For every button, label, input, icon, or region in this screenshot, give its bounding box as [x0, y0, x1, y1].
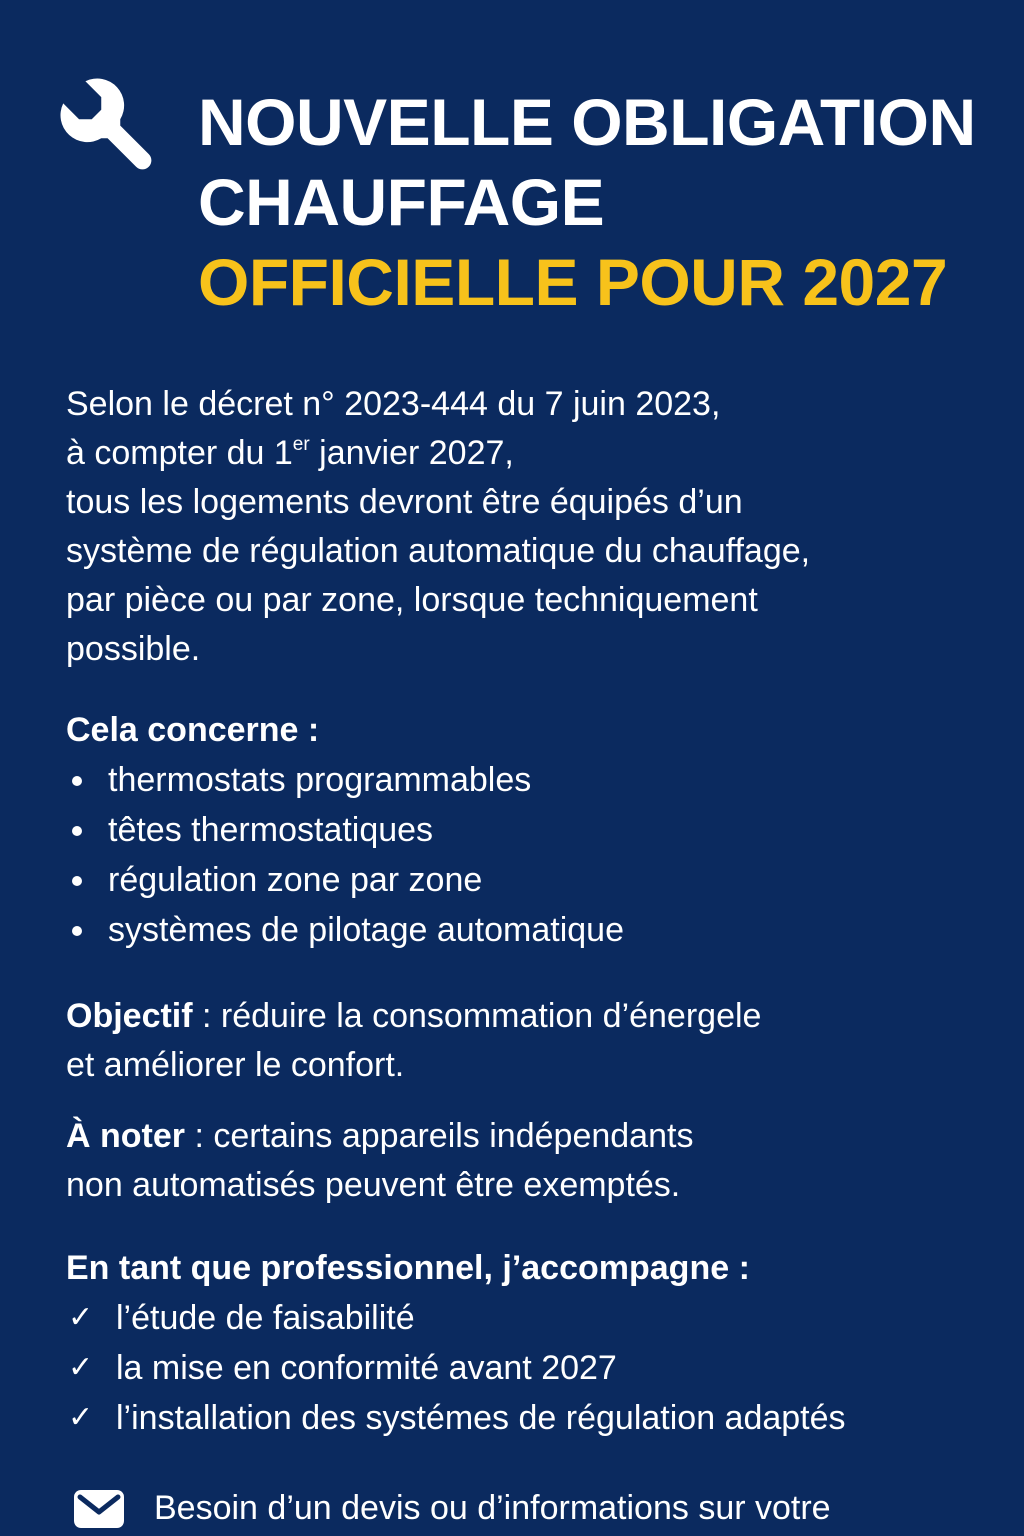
objectif-line-2: et améliorer le confort.: [66, 1046, 405, 1084]
intro-line-4: système de régulation automatique du chauffage,: [66, 532, 811, 570]
list-item-label: la mise en conformité avant 2027: [116, 1349, 617, 1387]
objectif-text: : réduire la consommation d’énergele: [192, 997, 762, 1035]
list-item: [66, 1343, 1006, 1393]
bullet-icon: [72, 776, 82, 786]
list-item: [66, 755, 1006, 805]
note-line-2: non automatisés peuvent être exemptés.: [66, 1166, 681, 1204]
bullet-icon: [72, 876, 82, 886]
contact-text: Besoin d’un devis ou d’informations sur votre: [154, 1489, 831, 1527]
intro-line-6: possible.: [66, 630, 201, 668]
note-label: À noter: [66, 1117, 185, 1155]
objectif-section: [66, 992, 1006, 1090]
intro-line-2-sup: er: [292, 434, 310, 455]
intro-line-1: Selon le décret n° 2023-444 du 7 juin 2023,: [66, 385, 721, 423]
intro-line-2-after: janvier 2027,: [309, 434, 514, 472]
note-section: [66, 1112, 1006, 1210]
wrench-icon: [50, 68, 162, 180]
list-item: [66, 1393, 1006, 1443]
check-icon: ✓: [68, 1301, 94, 1334]
check-icon: ✓: [68, 1401, 94, 1434]
list-item: [66, 805, 1006, 855]
intro-paragraph: [66, 380, 1006, 674]
title-line-1: NOUVELLE OBLIGATION: [198, 85, 976, 159]
objectif-label: Objectif: [66, 997, 193, 1035]
note-line-1: [66, 1112, 1006, 1161]
pro-section: [66, 1244, 1006, 1443]
list-item-label: l’étude de faisabilité: [116, 1299, 415, 1337]
list-item-label: systèmes de pilotage automatique: [108, 911, 624, 949]
note-text: : certains appareils indépendants: [185, 1117, 694, 1155]
pro-heading: En tant que professionnel, j’accompagne :: [66, 1249, 750, 1287]
contact-row: [72, 1484, 1012, 1536]
intro-line-3: tous les logements devront être équipés d’un: [66, 483, 743, 521]
list-item: [66, 1293, 1006, 1343]
bullet-icon: [72, 826, 82, 836]
list-item: [66, 905, 1006, 955]
envelope-icon: [72, 1484, 128, 1532]
pro-list: [66, 1293, 1006, 1443]
intro-line-2-before: à compter du 1: [66, 434, 293, 472]
list-item: [66, 855, 1006, 905]
title-line-2: CHAUFFAGE: [198, 165, 605, 239]
list-item-label: régulation zone par zone: [108, 861, 483, 899]
concerne-heading: Cela concerne :: [66, 711, 320, 749]
title-line-3: OFFICIELLE POUR 2027: [198, 245, 948, 319]
check-icon: ✓: [68, 1351, 94, 1384]
list-item-label: thermostats programmables: [108, 761, 532, 799]
objectif-line-1: [66, 992, 1006, 1041]
intro-line-2: [66, 429, 1006, 478]
intro-line-5: par pièce ou par zone, lorsque techniquement: [66, 581, 758, 619]
page-title: [198, 82, 998, 322]
list-item-label: l’installation des systémes de régulation adaptés: [116, 1399, 846, 1437]
concerne-list: [66, 755, 1006, 955]
bullet-icon: [72, 926, 82, 936]
concerne-section: [66, 706, 1006, 955]
list-item-label: têtes thermostatiques: [108, 811, 434, 849]
